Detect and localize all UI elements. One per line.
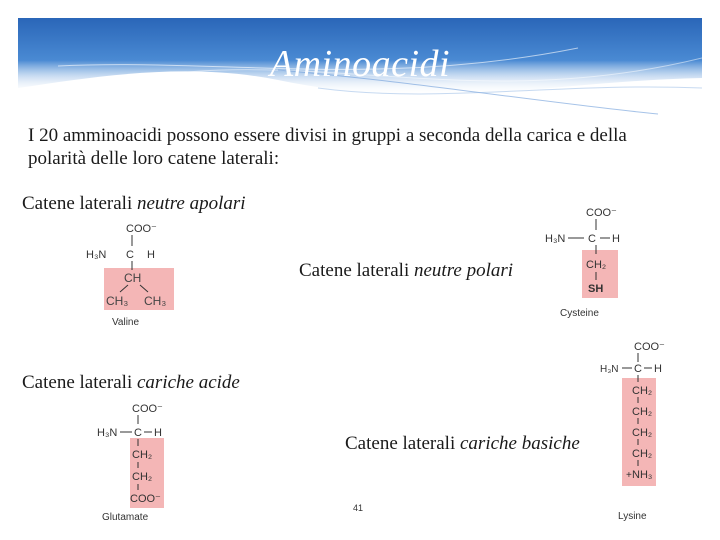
charge-mark: + — [626, 470, 632, 481]
svg-text:H: H — [154, 427, 162, 439]
svg-text:H₃N: H₃N — [600, 364, 619, 375]
lysine-structure — [596, 336, 692, 526]
valine-structure — [84, 218, 184, 330]
glutamate-structure — [92, 396, 192, 524]
svg-text:COO⁻: COO⁻ — [130, 493, 161, 505]
svg-text:H: H — [612, 233, 620, 245]
svg-text:CH₂: CH₂ — [632, 448, 653, 460]
svg-text:C: C — [134, 427, 142, 439]
svg-text:CH₃: CH₃ — [144, 294, 167, 308]
svg-text:C: C — [634, 363, 642, 375]
carboxyl-group: COO⁻ — [126, 223, 157, 235]
molecule-name: Valine — [112, 317, 140, 328]
cysteine-structure — [540, 200, 640, 322]
svg-text:CH₂: CH₂ — [132, 471, 153, 483]
svg-text:H₃N: H₃N — [86, 249, 107, 261]
category-label-basic: Catene laterali cariche basiche — [345, 433, 580, 454]
svg-text:C: C — [588, 233, 596, 245]
svg-text:CH₂: CH₂ — [632, 427, 653, 439]
svg-text:CH₂: CH₂ — [586, 259, 607, 271]
category-label-acidic: Catene laterali cariche acide — [22, 372, 240, 393]
title-banner — [18, 18, 702, 118]
svg-text:SH: SH — [588, 283, 604, 295]
slide-title: Aminoacidi — [269, 43, 451, 85]
molecule-name: Cysteine — [560, 308, 599, 319]
svg-text:CH₂: CH₂ — [632, 406, 653, 418]
molecule-name: Glutamate — [102, 512, 149, 523]
svg-text:CH₂: CH₂ — [632, 385, 653, 397]
svg-text:NH₃: NH₃ — [632, 469, 653, 481]
svg-text:CH: CH — [124, 271, 142, 285]
carboxyl-group: COO⁻ — [132, 403, 163, 415]
svg-text:H₃N: H₃N — [545, 233, 566, 245]
svg-text:CH₂: CH₂ — [132, 449, 153, 461]
carboxyl-group: COO⁻ — [586, 207, 617, 219]
svg-text:C: C — [126, 249, 134, 261]
carboxyl-group: COO⁻ — [634, 341, 665, 353]
page-number: 41 — [353, 503, 364, 513]
svg-text:H: H — [147, 249, 155, 261]
category-label-polar: Catene laterali neutre polari — [299, 260, 514, 281]
svg-text:H₃N: H₃N — [97, 427, 118, 439]
category-label-apolar: Catene laterali neutre apolari — [22, 193, 246, 214]
intro-text: I 20 amminoacidi possono essere divisi in gruppi a seconda della carica e della polarità delle loro catene laterali: — [28, 125, 627, 169]
molecule-name: Lysine — [618, 511, 647, 522]
svg-text:H: H — [654, 363, 662, 375]
svg-text:CH₃: CH₃ — [106, 294, 129, 308]
